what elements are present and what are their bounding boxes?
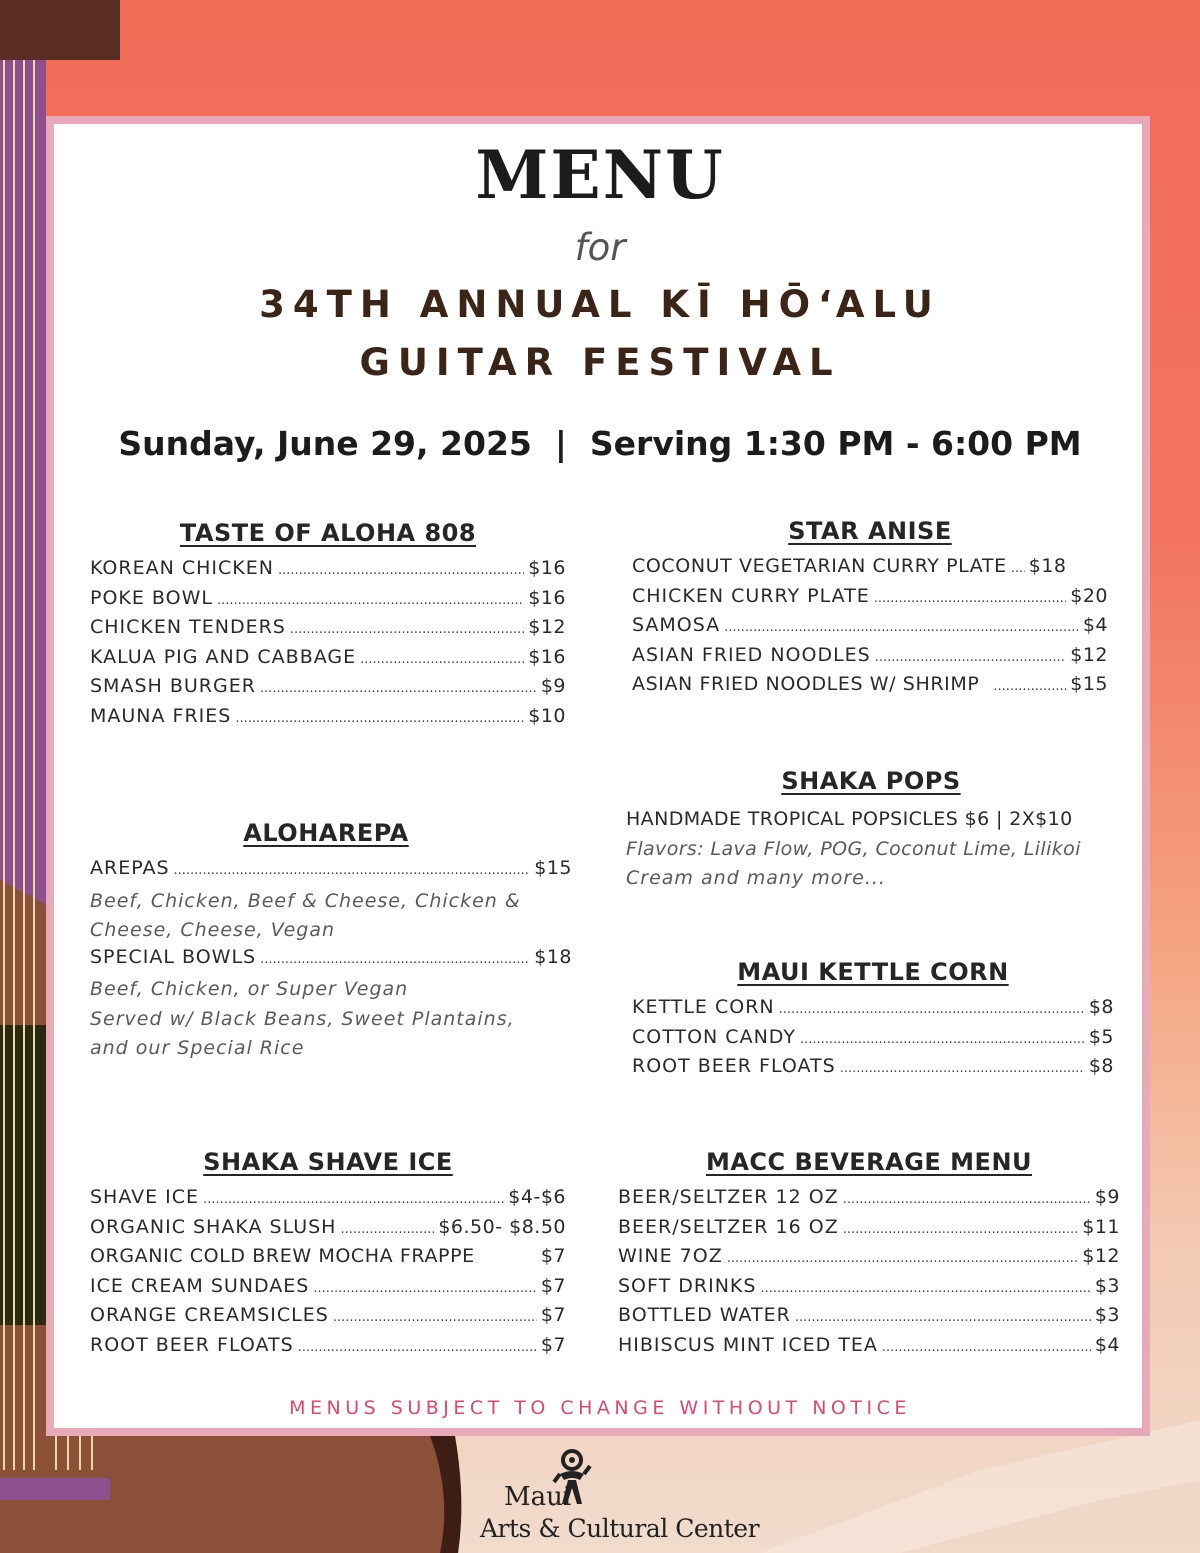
item-name: POKE BOWL: [90, 586, 213, 609]
item-name: ASIAN FRIED NOODLES W/ SHRIMP: [632, 673, 980, 695]
item-name: SOFT DRINKS: [618, 1274, 757, 1297]
leader-dots: [174, 863, 531, 878]
menu-item: [90, 646, 566, 676]
item-price: $10: [528, 704, 566, 727]
item-price: $15: [534, 857, 572, 879]
item-price: $6.50- $8.50: [438, 1215, 566, 1238]
item-name: BEER/SELTZER 16 OZ: [618, 1215, 839, 1238]
item-name: CHICKEN TENDERS: [90, 616, 286, 638]
item-price: $16: [528, 586, 566, 609]
item-price: $7: [540, 1245, 566, 1267]
item-price: $18: [1028, 555, 1067, 577]
bowls-note-3: and our Special Rice: [90, 1037, 305, 1059]
item-name: KETTLE CORN: [632, 996, 775, 1018]
leader-dots: [724, 620, 1079, 635]
item-price: $8: [1088, 1055, 1114, 1077]
menu-item: [90, 557, 566, 587]
item-price: $4: [1082, 614, 1108, 636]
leader-dots: [360, 652, 524, 667]
item-name: ORANGE CREAMSICLES: [90, 1304, 329, 1326]
item-price: $7: [540, 1333, 566, 1356]
menu-item: [90, 1245, 566, 1275]
section-title: TASTE OF ALOHA 808: [179, 519, 477, 547]
item-price: $5: [1088, 1025, 1114, 1048]
arepas-note-2: Cheese, Cheese, Vegan: [90, 919, 336, 941]
leader-dots: [217, 593, 524, 608]
item-price: $12: [1082, 1245, 1120, 1267]
item-price: $15: [1070, 673, 1108, 695]
item-name: SHAVE ICE: [90, 1186, 200, 1208]
change-notice: MENUS SUBJECT TO CHANGE WITHOUT NOTICE: [289, 1397, 911, 1419]
menu-item: [632, 673, 1108, 703]
menu-item: [632, 614, 1108, 644]
macc-logo: [470, 1446, 760, 1546]
leader-dots: [278, 563, 524, 578]
item-name: ASIAN FRIED NOODLES: [632, 643, 871, 666]
menu-item: [618, 1216, 1120, 1246]
item-name: ICE CREAM SUNDAES: [90, 1274, 310, 1297]
item-name: SAMOSA: [632, 614, 721, 636]
festival-line-2: GUITAR FESTIVAL: [359, 341, 841, 384]
leader-dots: [993, 679, 1066, 694]
item-name: COCONUT VEGETARIAN CURRY PLATE: [632, 555, 1007, 577]
section-title: SHAKA SHAVE ICE: [203, 1148, 453, 1176]
item-price: $7: [540, 1274, 566, 1297]
leader-dots: [333, 1310, 537, 1325]
leader-dots: [727, 1251, 1079, 1266]
item-name: KALUA PIG AND CABBAGE: [90, 645, 357, 668]
item-name: SPECIAL BOWLS: [90, 945, 257, 968]
item-name: CHICKEN CURRY PLATE: [632, 584, 870, 607]
leader-dots: [313, 1281, 536, 1296]
section-shave-ice: [90, 1148, 566, 1363]
leader-dots: [874, 591, 1066, 606]
item-price: $12: [1070, 643, 1108, 666]
menu-item: [90, 1275, 566, 1305]
leader-dots: [235, 711, 524, 726]
item-name: HIBISCUS MINT ICED TEA: [618, 1333, 878, 1356]
logo-text-arts: Arts & Cultural Center: [480, 1514, 760, 1543]
item-name: MAUNA FRIES: [90, 704, 232, 727]
menu-item: [618, 1245, 1120, 1275]
item-price: $7: [540, 1304, 566, 1326]
section-title: STAR ANISE: [788, 517, 952, 545]
leader-dots: [260, 952, 530, 967]
leader-dots: [795, 1310, 1091, 1325]
menu-item: [632, 555, 1108, 585]
item-price: $16: [528, 645, 566, 668]
item-name: KOREAN CHICKEN: [90, 557, 274, 579]
item-name: WINE 7OZ: [618, 1245, 723, 1267]
menu-item: [90, 1334, 566, 1364]
section-title: MAUI KETTLE CORN: [737, 958, 1009, 986]
leader-dots: [779, 1002, 1085, 1017]
leader-dots: [875, 650, 1067, 665]
item-price: $12: [528, 616, 566, 638]
menu-item: [90, 857, 572, 887]
section-title: ALOHAREPA: [243, 819, 409, 847]
section-shaka-pops: [626, 767, 1136, 894]
menu-item: [90, 675, 566, 705]
menu-item: [632, 996, 1114, 1026]
item-price: $3: [1094, 1304, 1120, 1326]
menu-item: [90, 946, 572, 976]
item-name: SMASH BURGER: [90, 675, 256, 697]
menu-item: [90, 616, 566, 646]
item-price: $8: [1088, 996, 1114, 1018]
item-name: BOTTLED WATER: [618, 1304, 791, 1326]
leader-dots: [882, 1340, 1091, 1355]
menu-item: [618, 1334, 1120, 1364]
item-price: $16: [528, 557, 566, 579]
item-name: ORGANIC SHAKA SLUSH: [90, 1215, 337, 1238]
section-beverage-menu: [618, 1148, 1120, 1363]
leader-dots: [340, 1222, 434, 1237]
leader-dots: [298, 1340, 537, 1355]
item-price: $11: [1082, 1215, 1120, 1238]
festival-line-1: 34TH ANNUAL KĪ HŌʻALU: [259, 283, 941, 326]
flavors-note-2: Cream and many more...: [626, 867, 886, 889]
for-label: for: [574, 226, 626, 269]
arepas-note-1: Beef, Chicken, Beef & Cheese, Chicken &: [90, 889, 521, 912]
section-kettle-corn: [632, 958, 1114, 1085]
festival-name: [0, 276, 1200, 392]
menu-item: [618, 1304, 1120, 1334]
leader-dots: [843, 1192, 1091, 1207]
section-taste-of-aloha: [90, 519, 566, 734]
leader-dots: [800, 1032, 1085, 1047]
menu-item: [632, 644, 1108, 674]
section-title: MACC BEVERAGE MENU: [705, 1148, 1033, 1176]
item-price: $18: [534, 945, 572, 968]
menu-item: [90, 1216, 566, 1246]
menu-item: [632, 585, 1108, 615]
bowls-note-2: Served w/ Black Beans, Sweet Plantains,: [90, 1007, 515, 1030]
item-name: COTTON CANDY: [632, 1025, 796, 1048]
leader-dots: [760, 1281, 1090, 1296]
popsicle-line: HANDMADE TROPICAL POPSICLES $6 | 2X$10: [626, 808, 1073, 830]
leader-dots: [260, 681, 537, 696]
item-price: $3: [1094, 1274, 1120, 1297]
leader-dots: [843, 1222, 1078, 1237]
menu-item: [618, 1275, 1120, 1305]
item-name: AREPAS: [90, 857, 170, 879]
item-price: $4-$6: [508, 1186, 566, 1208]
section-star-anise: [632, 517, 1108, 703]
item-price: $4: [1094, 1333, 1120, 1356]
item-price: $20: [1070, 584, 1108, 607]
menu-item: [632, 1026, 1114, 1056]
item-name: ORGANIC COLD BREW MOCHA FRAPPE: [90, 1245, 475, 1267]
leader-dots: [840, 1061, 1085, 1076]
logo-text-maui: Maui: [504, 1482, 572, 1512]
leader-dots: [290, 622, 524, 637]
menu-item: [90, 1186, 566, 1216]
menu-item: [618, 1186, 1120, 1216]
leader-dots: [1011, 561, 1025, 576]
menu-item: [90, 705, 566, 735]
section-aloharepa: [90, 819, 572, 1064]
section-title: SHAKA POPS: [781, 767, 961, 795]
leader-dots: [203, 1192, 504, 1207]
event-date-time: Sunday, June 29, 2025 | Serving 1:30 PM - 6:00 PM: [118, 424, 1082, 463]
menu-item: [90, 587, 566, 617]
item-price: $9: [1094, 1186, 1120, 1208]
item-name: ROOT BEER FLOATS: [90, 1333, 294, 1356]
flavors-note-1: Flavors: Lava Flow, POG, Coconut Lime, Lilikoi: [626, 837, 1081, 860]
item-name: ROOT BEER FLOATS: [632, 1055, 836, 1077]
menu-item: [632, 1055, 1114, 1085]
page-title: MENU: [475, 136, 725, 214]
bowls-note-1: Beef, Chicken, or Super Vegan: [90, 978, 409, 1000]
item-price: $9: [540, 675, 566, 697]
item-name: BEER/SELTZER 12 OZ: [618, 1186, 839, 1208]
menu-item: [90, 1304, 566, 1334]
